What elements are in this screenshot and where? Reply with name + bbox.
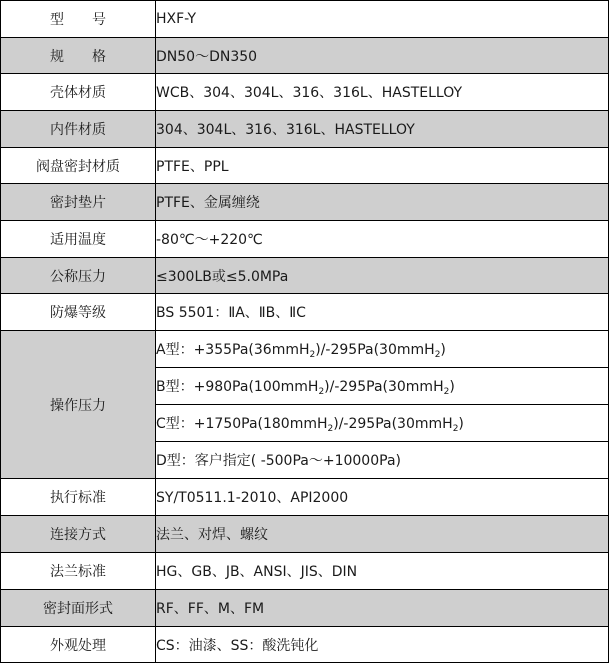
row-label: 执行标准	[1, 479, 156, 516]
row-value: BS 5501：ⅡA、ⅡB、ⅡC	[156, 294, 609, 331]
table-row	[1, 479, 609, 516]
table-row	[1, 258, 609, 294]
table-row	[1, 516, 609, 553]
row-value: 304、304L、316、316L、HASTELLOY	[156, 111, 609, 148]
table-row	[1, 331, 609, 368]
row-label: 防爆等级	[1, 294, 156, 331]
row-value: PTFE、金属缠绕	[156, 184, 609, 221]
row-value: WCB、304、304L、316、316L、HASTELLOY	[156, 74, 609, 111]
row-value: SY/T0511.1-2010、API2000	[156, 479, 609, 516]
row-value: -80℃～+220℃	[156, 221, 609, 258]
row-label: 密封垫片	[1, 184, 156, 221]
row-label: 阀盘密封材质	[1, 148, 156, 184]
table-row	[1, 148, 609, 184]
table-row	[1, 184, 609, 221]
row-label: 外观处理	[1, 627, 156, 663]
row-label: 规 格	[1, 38, 156, 74]
row-value: CS：油漆、SS：酸洗钝化	[156, 627, 609, 663]
pressure-line-b: B型：+980Pa(100mmH$_2$)/-295Pa(30mmH$_2$)	[156, 368, 609, 405]
pressure-line-d: D型：客户指定( -500Pa～+10000Pa)	[156, 442, 609, 479]
row-label: 适用温度	[1, 221, 156, 258]
row-label: 连接方式	[1, 516, 156, 553]
row-value: ≤300LB或≤5.0MPa	[156, 258, 609, 294]
table-row	[1, 1, 609, 38]
table-row	[1, 294, 609, 331]
table-row	[1, 553, 609, 590]
row-value: HXF-Y	[156, 1, 609, 38]
row-value: HG、GB、JB、ANSI、JIS、DIN	[156, 553, 609, 590]
row-label: 法兰标准	[1, 553, 156, 590]
row-label: 内件材质	[1, 111, 156, 148]
table-row	[1, 111, 609, 148]
table-row	[1, 74, 609, 111]
pressure-line-c: C型：+1750Pa(180mmH$_2$)/-295Pa(30mmH$_2$)	[156, 405, 609, 442]
operating-pressure-label: 操作压力	[1, 331, 156, 479]
row-value: PTFE、PPL	[156, 148, 609, 184]
row-value: 法兰、对焊、螺纹	[156, 516, 609, 553]
row-value: RF、FF、M、FM	[156, 590, 609, 627]
row-label: 型 号	[1, 1, 156, 38]
row-label: 密封面形式	[1, 590, 156, 627]
table-row	[1, 627, 609, 663]
table-row	[1, 590, 609, 627]
pressure-line-a: A型：+355Pa(36mmH$_2$)/-295Pa(30mmH$_2$)	[156, 331, 609, 368]
table-row	[1, 38, 609, 74]
row-label: 公称压力	[1, 258, 156, 294]
row-value: DN50～DN350	[156, 38, 609, 74]
table-row	[1, 221, 609, 258]
row-label: 壳体材质	[1, 74, 156, 111]
